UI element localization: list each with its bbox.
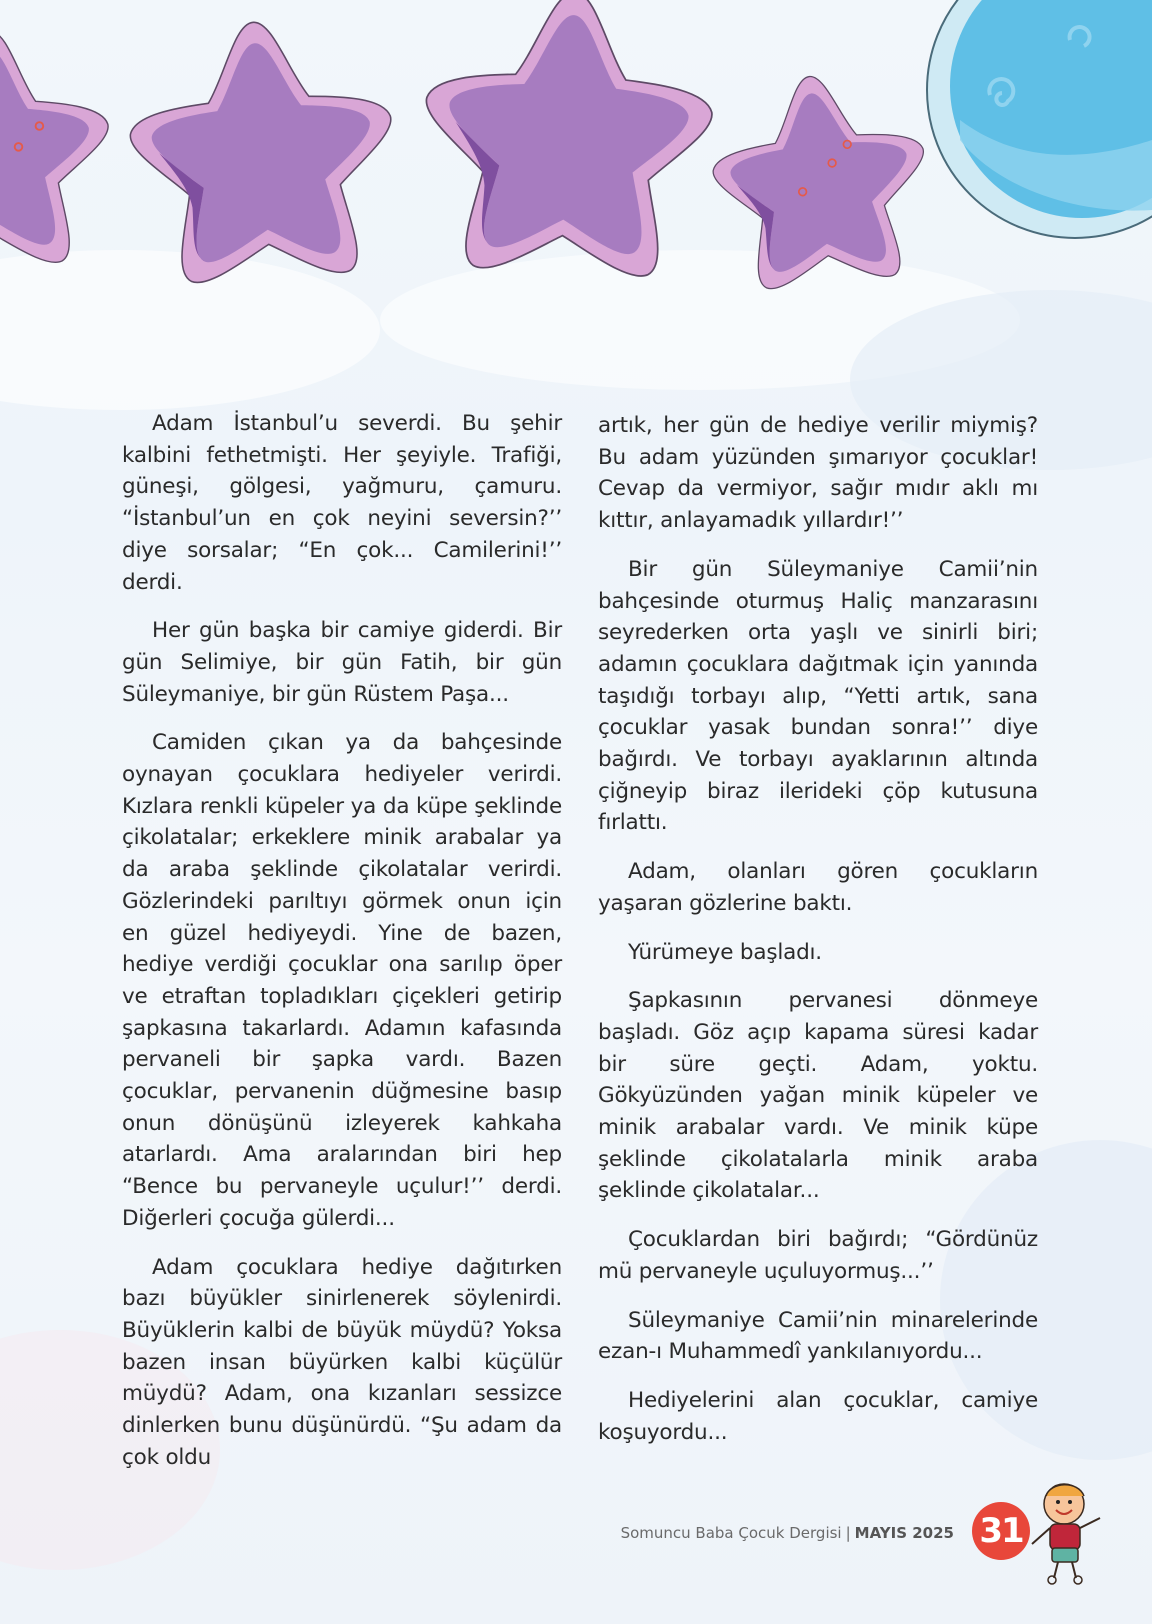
page-footer [621, 1524, 954, 1542]
starfish-decoration [0, 0, 1152, 300]
footer-separator: | [845, 1524, 851, 1542]
article-column-right [598, 410, 1038, 1465]
article-paragraph: Adam çocuklara hediye dağıtırken bazı büyükler sinirlenerek söylenirdi. Büyüklerin kalbi de büyük müydü? Yoksa bazen insan büyürken kalbi küçülür müydü? Adam, ona kızanları sessizce dinlerken bunu düşünürdü. “Şu adam da çok oldu [122, 1254, 562, 1470]
article-paragraph: Bir gün Süleymaniye Camii’nin bahçesinde oturmuş Haliç manzarasını seyrederken orta yaşlı ve sinirli biri; adamın çocuklara dağıtmak için yanında taşıdığı torbayı alıp, “Yetti artık, sana çocuklar yasak bundan sonra!’’ diye bağırdı. Ve torbayı ayaklarının altında çiğneyip biraz ilerideki çöp kutusuna fırlattı. [598, 556, 1038, 836]
article-paragraph: Şapkasının pervanesi dönmeye başladı. Göz açıp kapama süresi kadar bir süre geçti. Adam, yoktu. Gökyüzünden yağan minik küpeler ve minik arabalar vardı. Ve minik küpe şeklinde çikolatalarla minik araba şeklinde çikolatalar... [598, 988, 1038, 1204]
article-paragraph: Camiden çıkan ya da bahçesinde oynayan çocuklara hediyeler verirdi. Kızlara renkli küpeler ya da küpe şeklinde çikolatalar; erkeklere minik arabalar ya da araba şeklinde çikolatalar verirdi. Gözlerindeki parıltıyı görmek onun için en güzel hediyeydi. Yine de bazen, hediye verdiği çocuklar ona sarılıp öper ve etraftan topladıkları çiçekleri getirip şapkasına takarlardı. Adamın kafasında pervaneli bir şapka vardı. Bazen çocuklar, pervanenin düğmesine basıp onun dönüşünü izleyerek kahkaha atarlardı. Ama aralarından biri hep “Bence bu pervaneyle uçulur!’’ derdi. Diğerleri çocuğa gülerdi... [122, 730, 562, 1231]
water-bubble-icon [927, 0, 1152, 238]
article-paragraph-continued: artık, her gün de hediye verilir miymiş? Bu adam yüzünden şımarıyor çocuklar! Cevap da vermiyor, sağır mıdır aklı mı kıttır, anlayamadık yıllardır!’’ [598, 413, 1038, 534]
article-paragraph: Hediyelerini alan çocuklar, camiye koşuyordu... [598, 1387, 1038, 1445]
child-mascot-icon [1020, 1478, 1130, 1588]
page-number-badge: 31 [972, 1502, 1030, 1560]
article-paragraph: Her gün başka bir camiye giderdi. Bir gün Selimiye, bir gün Fatih, bir gün Süleymaniye, bir gün Rüstem Paşa... [122, 618, 562, 707]
article-column-left [122, 408, 562, 1491]
starfish-icon-3 [418, 0, 718, 279]
article-paragraph: Yürümeye başladı. [628, 939, 822, 965]
magazine-name: Somuncu Baba Çocuk Dergisi [620, 1524, 842, 1542]
issue-date: MAYIS 2025 [854, 1524, 954, 1542]
article-paragraph: Süleymaniye Camii’nin minarelerinde ezan-ı Muhammedî yankılanıyordu... [598, 1307, 1038, 1365]
article-paragraph: Adam İstanbul’u severdi. Bu şehir kalbini fethetmişti. Her şeyiyle. Trafiği, güneşi, gölgesi, yağmuru, çamuru. “İstanbul’un en çok neyini seversin?’’ diye sorsalar; “En çok... Camilerini!’’ derdi. [122, 411, 562, 595]
starfish-icon-4 [704, 66, 936, 294]
starfish-icon-2 [123, 13, 401, 286]
starfish-icon-1 [0, 31, 108, 262]
article-paragraph: Adam, olanları gören çocukların yaşaran gözlerine baktı. [598, 859, 1038, 916]
article-paragraph: Çocuklardan biri bağırdı; “Gördünüz mü pervaneyle uçuluyormuş...’’ [598, 1227, 1038, 1284]
